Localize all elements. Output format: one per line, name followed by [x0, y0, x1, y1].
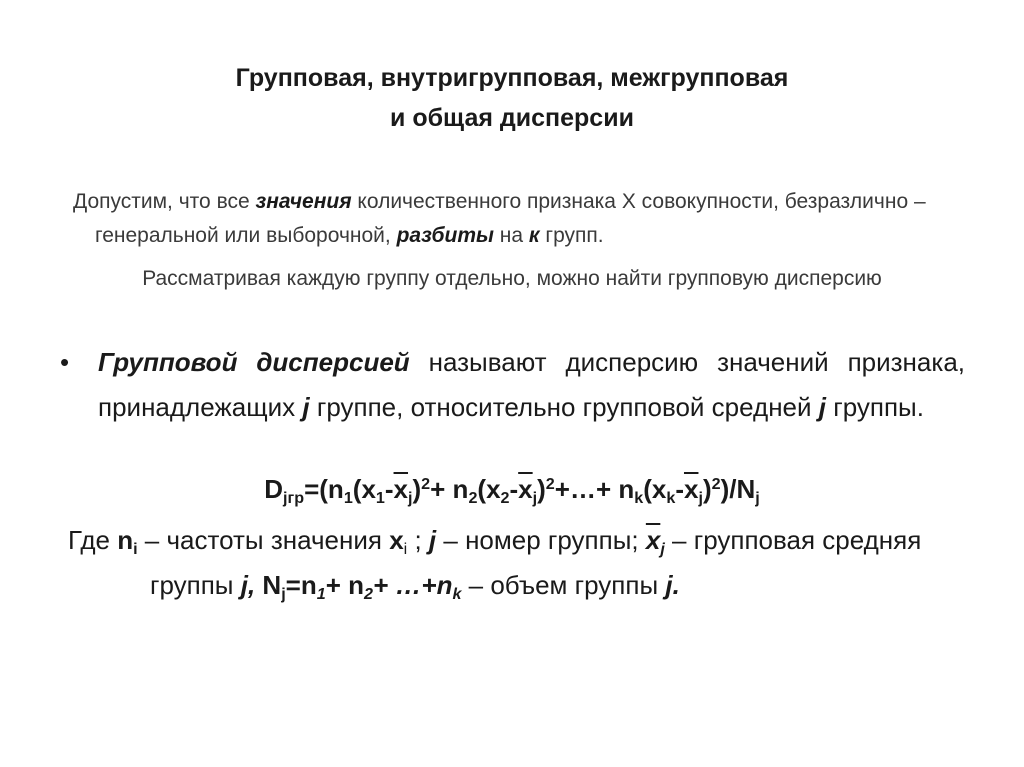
var-sub: 2: [364, 584, 373, 603]
where-text: ;: [407, 525, 429, 555]
where-text: – номер группы;: [436, 525, 646, 555]
formula-sub: j: [698, 488, 703, 507]
where-paragraph: [68, 518, 970, 608]
definition-term: Групповой дисперсией: [98, 347, 410, 377]
formula-text: (x: [477, 474, 501, 504]
formula-sub: j: [755, 488, 760, 507]
formula-text: ): [412, 474, 422, 504]
intro-text: Допустим, что все: [73, 190, 256, 213]
formula-text: ): [702, 474, 712, 504]
bullet-marker: •: [60, 347, 70, 377]
formula-text: )/N: [720, 474, 756, 504]
intro-paragraph-2: Рассматривая каждую группу отдельно, можно найти групповую дисперсию: [142, 267, 882, 290]
var-N: N: [255, 570, 282, 600]
formula-mean: $\overline{x}$: [518, 474, 533, 504]
formula-power: 2: [421, 475, 431, 494]
title-line-1: Групповая, внутригрупповая, межгрупповая: [235, 64, 789, 92]
var-sub: j: [660, 539, 665, 558]
where-text: – частоты значения: [137, 525, 390, 555]
var-x: x: [389, 525, 404, 555]
var-sub: k: [452, 584, 462, 603]
var-sub: j: [281, 584, 286, 603]
formula-text: (x: [352, 474, 376, 504]
formula-mean: $\overline{x}$: [683, 474, 699, 504]
formula-sub: 1: [343, 488, 353, 507]
definition-text: группе, относительно групповой средней: [309, 392, 819, 422]
formula-sub: 2: [500, 488, 510, 507]
formula-sub: jгр: [283, 488, 305, 507]
var-j: j: [818, 392, 826, 422]
var-j: j.: [665, 570, 680, 600]
var-sub: 1: [316, 584, 326, 603]
where-text: Где: [68, 525, 118, 555]
where-text: – объем группы: [461, 570, 666, 600]
var-sub: i: [133, 539, 138, 558]
formula-sub: j: [532, 488, 538, 507]
formula-sub: 2: [468, 488, 478, 507]
formula-symbol: D: [264, 474, 284, 504]
formula-text: -: [675, 474, 684, 504]
formula-text: =(n: [304, 474, 344, 504]
formula-text: -: [509, 474, 519, 504]
emphasis-divided: разбиты: [396, 224, 494, 247]
definition-text: называют дисперсию значений признака, принадлежащих: [98, 347, 965, 422]
formula-text: ): [537, 474, 546, 504]
var-mean: $\overline{x}$: [645, 525, 661, 555]
formula-sub: j: [408, 488, 413, 507]
where-text: – групповая средняя группы: [150, 525, 922, 600]
emphasis-values: значения: [255, 190, 352, 213]
formula-text: (x: [643, 474, 667, 504]
var-j: j: [428, 525, 437, 555]
formula-sub: k: [634, 488, 644, 507]
intro-text: на: [493, 224, 529, 247]
slide-title: [0, 58, 1024, 138]
formula-sub: 1: [375, 488, 385, 507]
formula-power: 2: [711, 475, 721, 494]
intro-paragraph-1: [73, 185, 975, 253]
formula-power: 2: [545, 475, 555, 494]
formula-mean: $\overline{x}$: [393, 474, 409, 504]
emphasis-k: к: [528, 224, 540, 247]
intro-text: групп.: [539, 224, 604, 247]
group-variance-formula: [0, 467, 1024, 512]
formula-text: + n: [430, 474, 469, 504]
definition-text: группы.: [826, 392, 924, 422]
intro-text: количественного признака Х совокупности, безразлично – генеральной или выборочной,: [95, 190, 926, 247]
var-j: j: [302, 392, 310, 422]
var-n: =n: [285, 570, 317, 600]
definition-bullet: [98, 340, 965, 430]
formula-text: -: [384, 474, 394, 504]
var-sub: i: [403, 539, 408, 558]
var-n: + n: [325, 570, 365, 600]
var-n: n: [117, 525, 134, 555]
var-n: + …+n: [372, 570, 453, 600]
title-line-2: и общая дисперсии: [390, 104, 634, 132]
formula-sub: k: [666, 488, 676, 507]
formula-text: +…+ n: [554, 474, 635, 504]
var-j: j,: [240, 570, 256, 600]
